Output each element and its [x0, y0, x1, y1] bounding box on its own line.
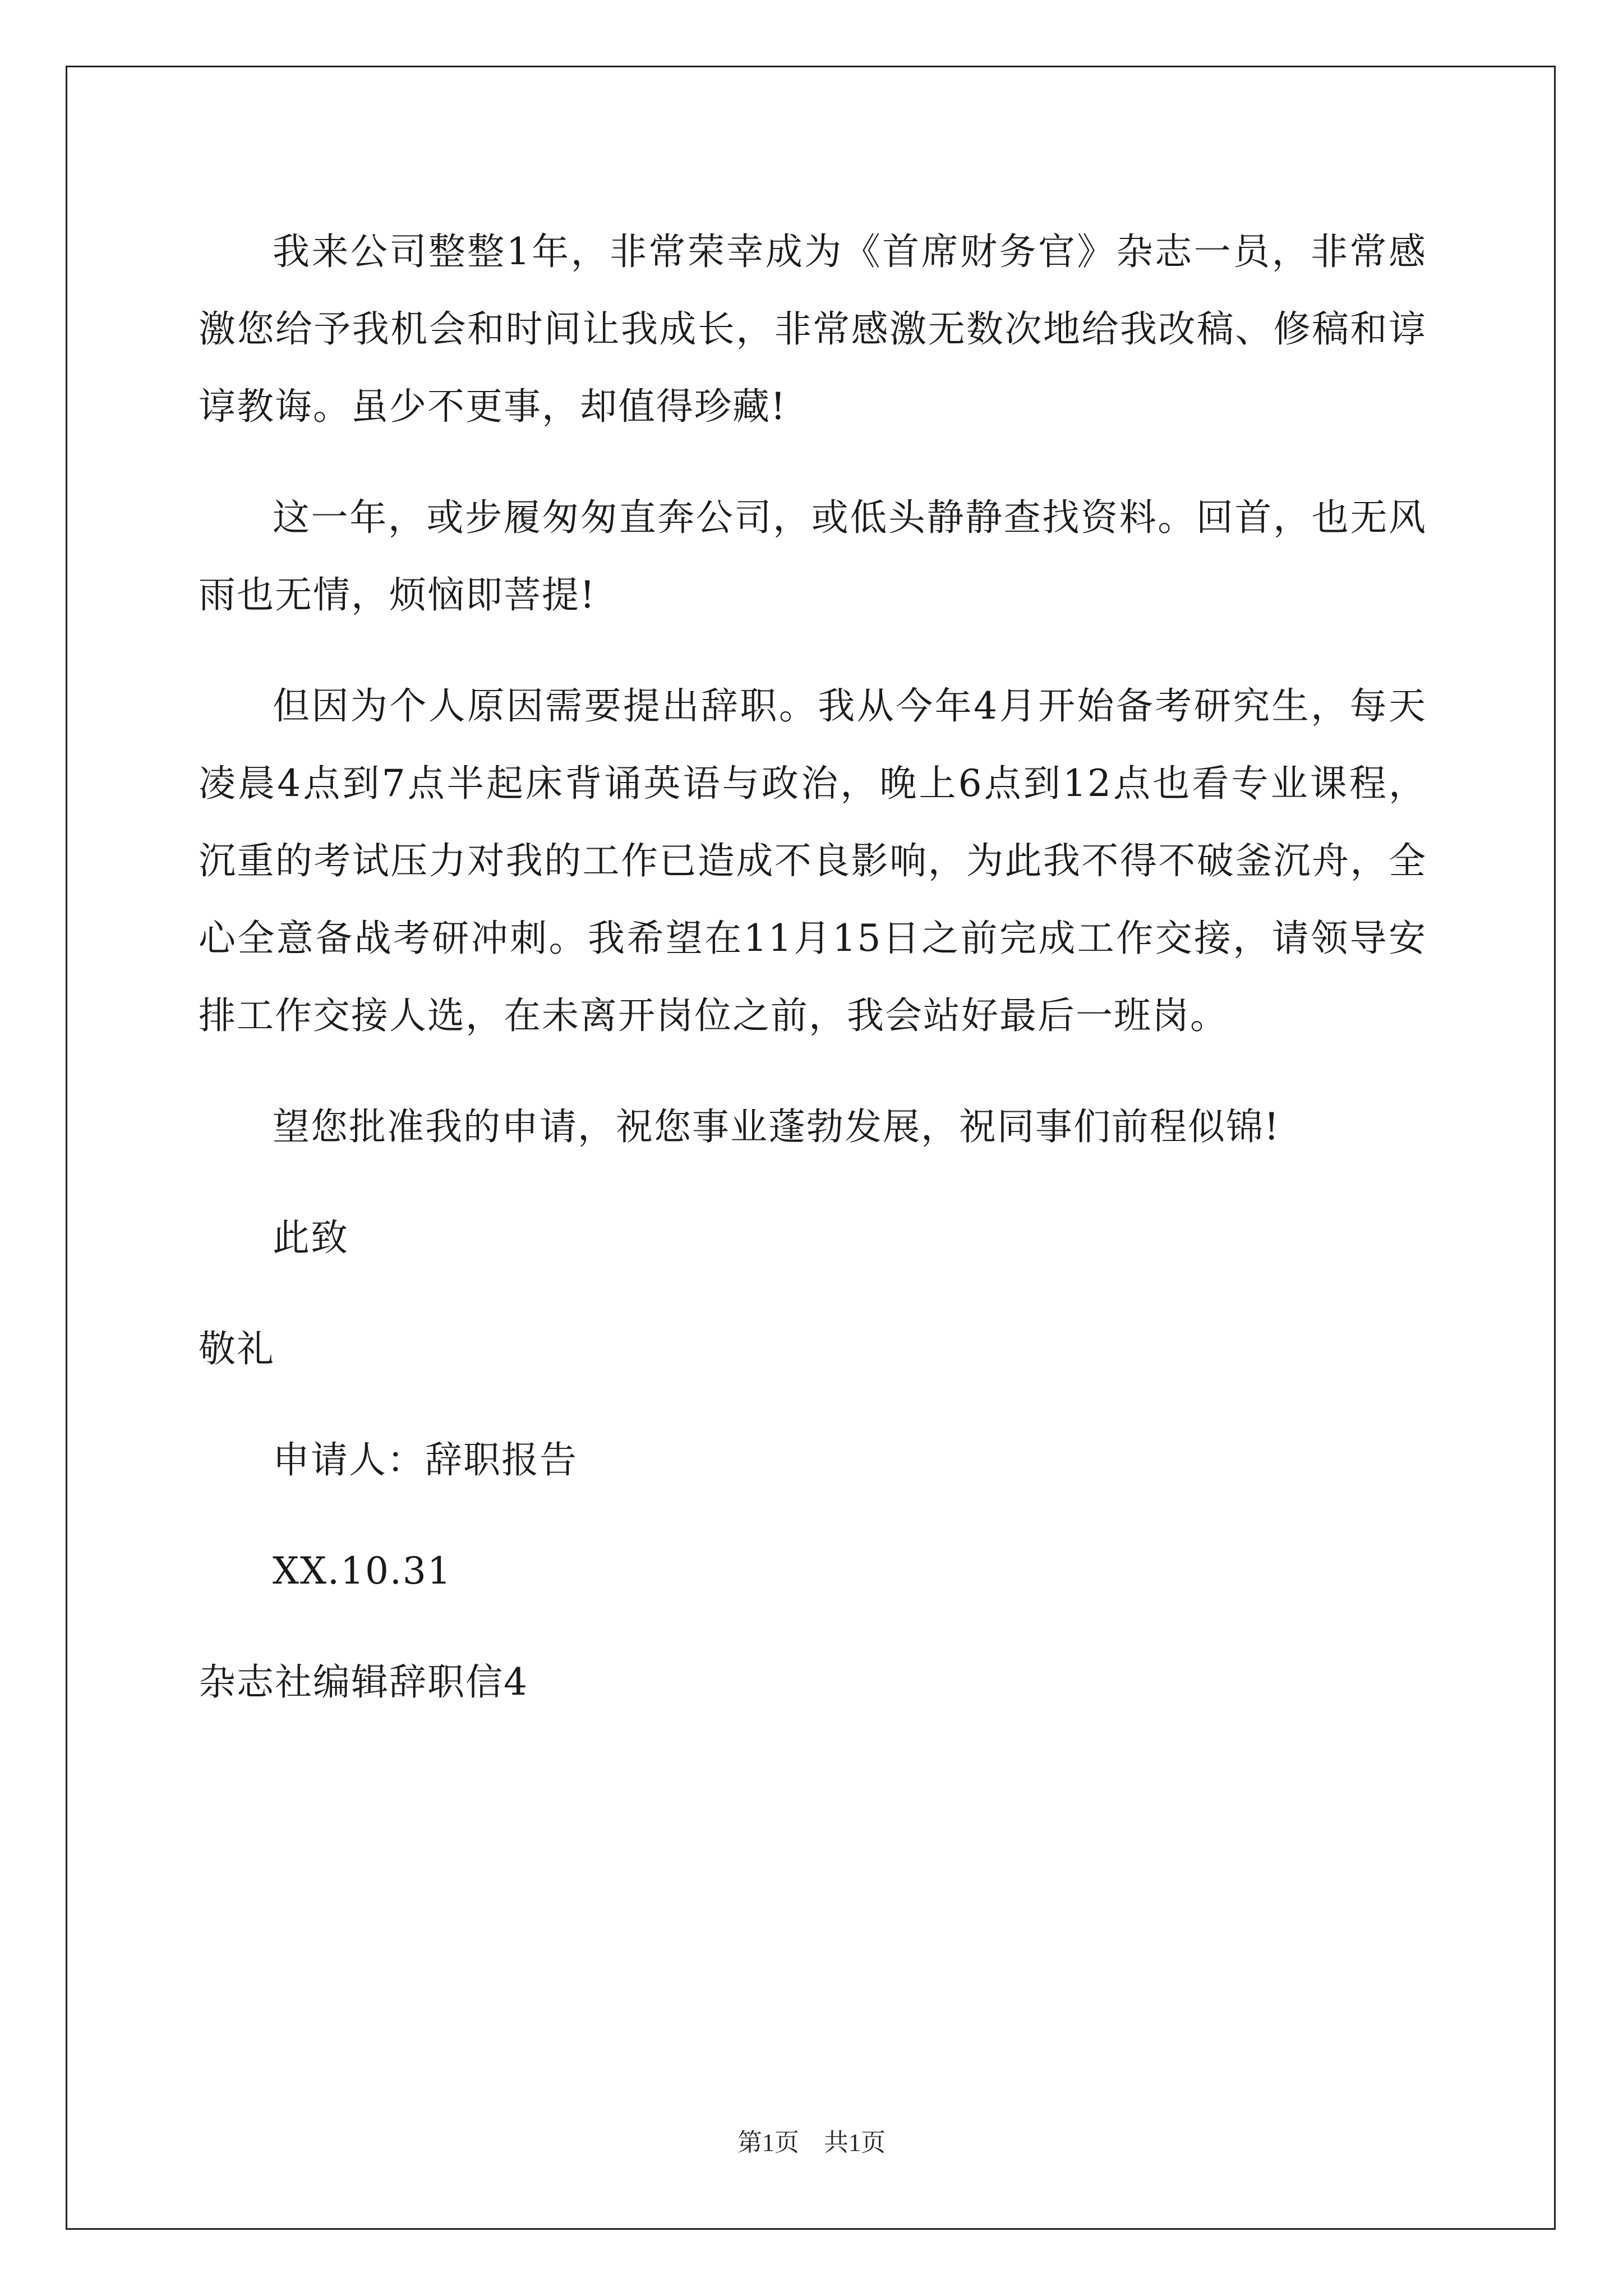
paragraph-gap	[199, 1055, 1427, 1088]
date-line: XX.10.31	[273, 1549, 452, 1593]
paragraph-reason: 但因为个人原因需要提出辞职。我从今年4月开始备考研究生，每天凌晨4点到7点半起床背诵英语与政治，晚上6点到12点也看专业课程，沉重的考试压力对我的工作已造成不良影响，为此我不得不破釜沉舟，全心全意备战考研冲刺。我希望在11月15日之前完成工作交接，请领导安排工作交接人选，在未离开岗位之前，我会站好最后一班岗。	[199, 684, 1427, 1037]
paragraph-gap	[199, 1610, 1427, 1644]
paragraph-gap	[199, 445, 1427, 479]
paragraph-gap	[199, 1166, 1427, 1199]
paragraph-gap	[199, 1499, 1427, 1533]
page-number-footer: 第1页 共1页	[737, 2129, 886, 2156]
closing-line: 此致	[273, 1216, 349, 1259]
paragraph-wishes: 望您批准我的申请，祝您事业蓬勃发展，祝同事们前程似锦!	[273, 1105, 1280, 1148]
letter-body	[199, 213, 1427, 1721]
applicant-line: 申请人：辞职报告	[273, 1438, 578, 1481]
paragraph-gap	[199, 634, 1427, 668]
paragraph-gap	[199, 1388, 1427, 1421]
paragraph-reflection: 这一年，或步履匆匆直奔公司，或低头静静查找资料。回首，也无风雨也无情，烦恼即菩提!	[199, 496, 1427, 616]
salutation-line: 敬礼	[199, 1327, 275, 1370]
paragraph-gratitude: 我来公司整整1年，非常荣幸成为《首席财务官》杂志一员，非常感激您给予我机会和时间让我成长，非常感激无数次地给我改稿、修稿和谆谆教诲。虽少不更事，却值得珍藏!	[199, 230, 1427, 428]
next-section-heading: 杂志社编辑辞职信4	[199, 1660, 528, 1704]
paragraph-gap	[199, 1277, 1427, 1310]
